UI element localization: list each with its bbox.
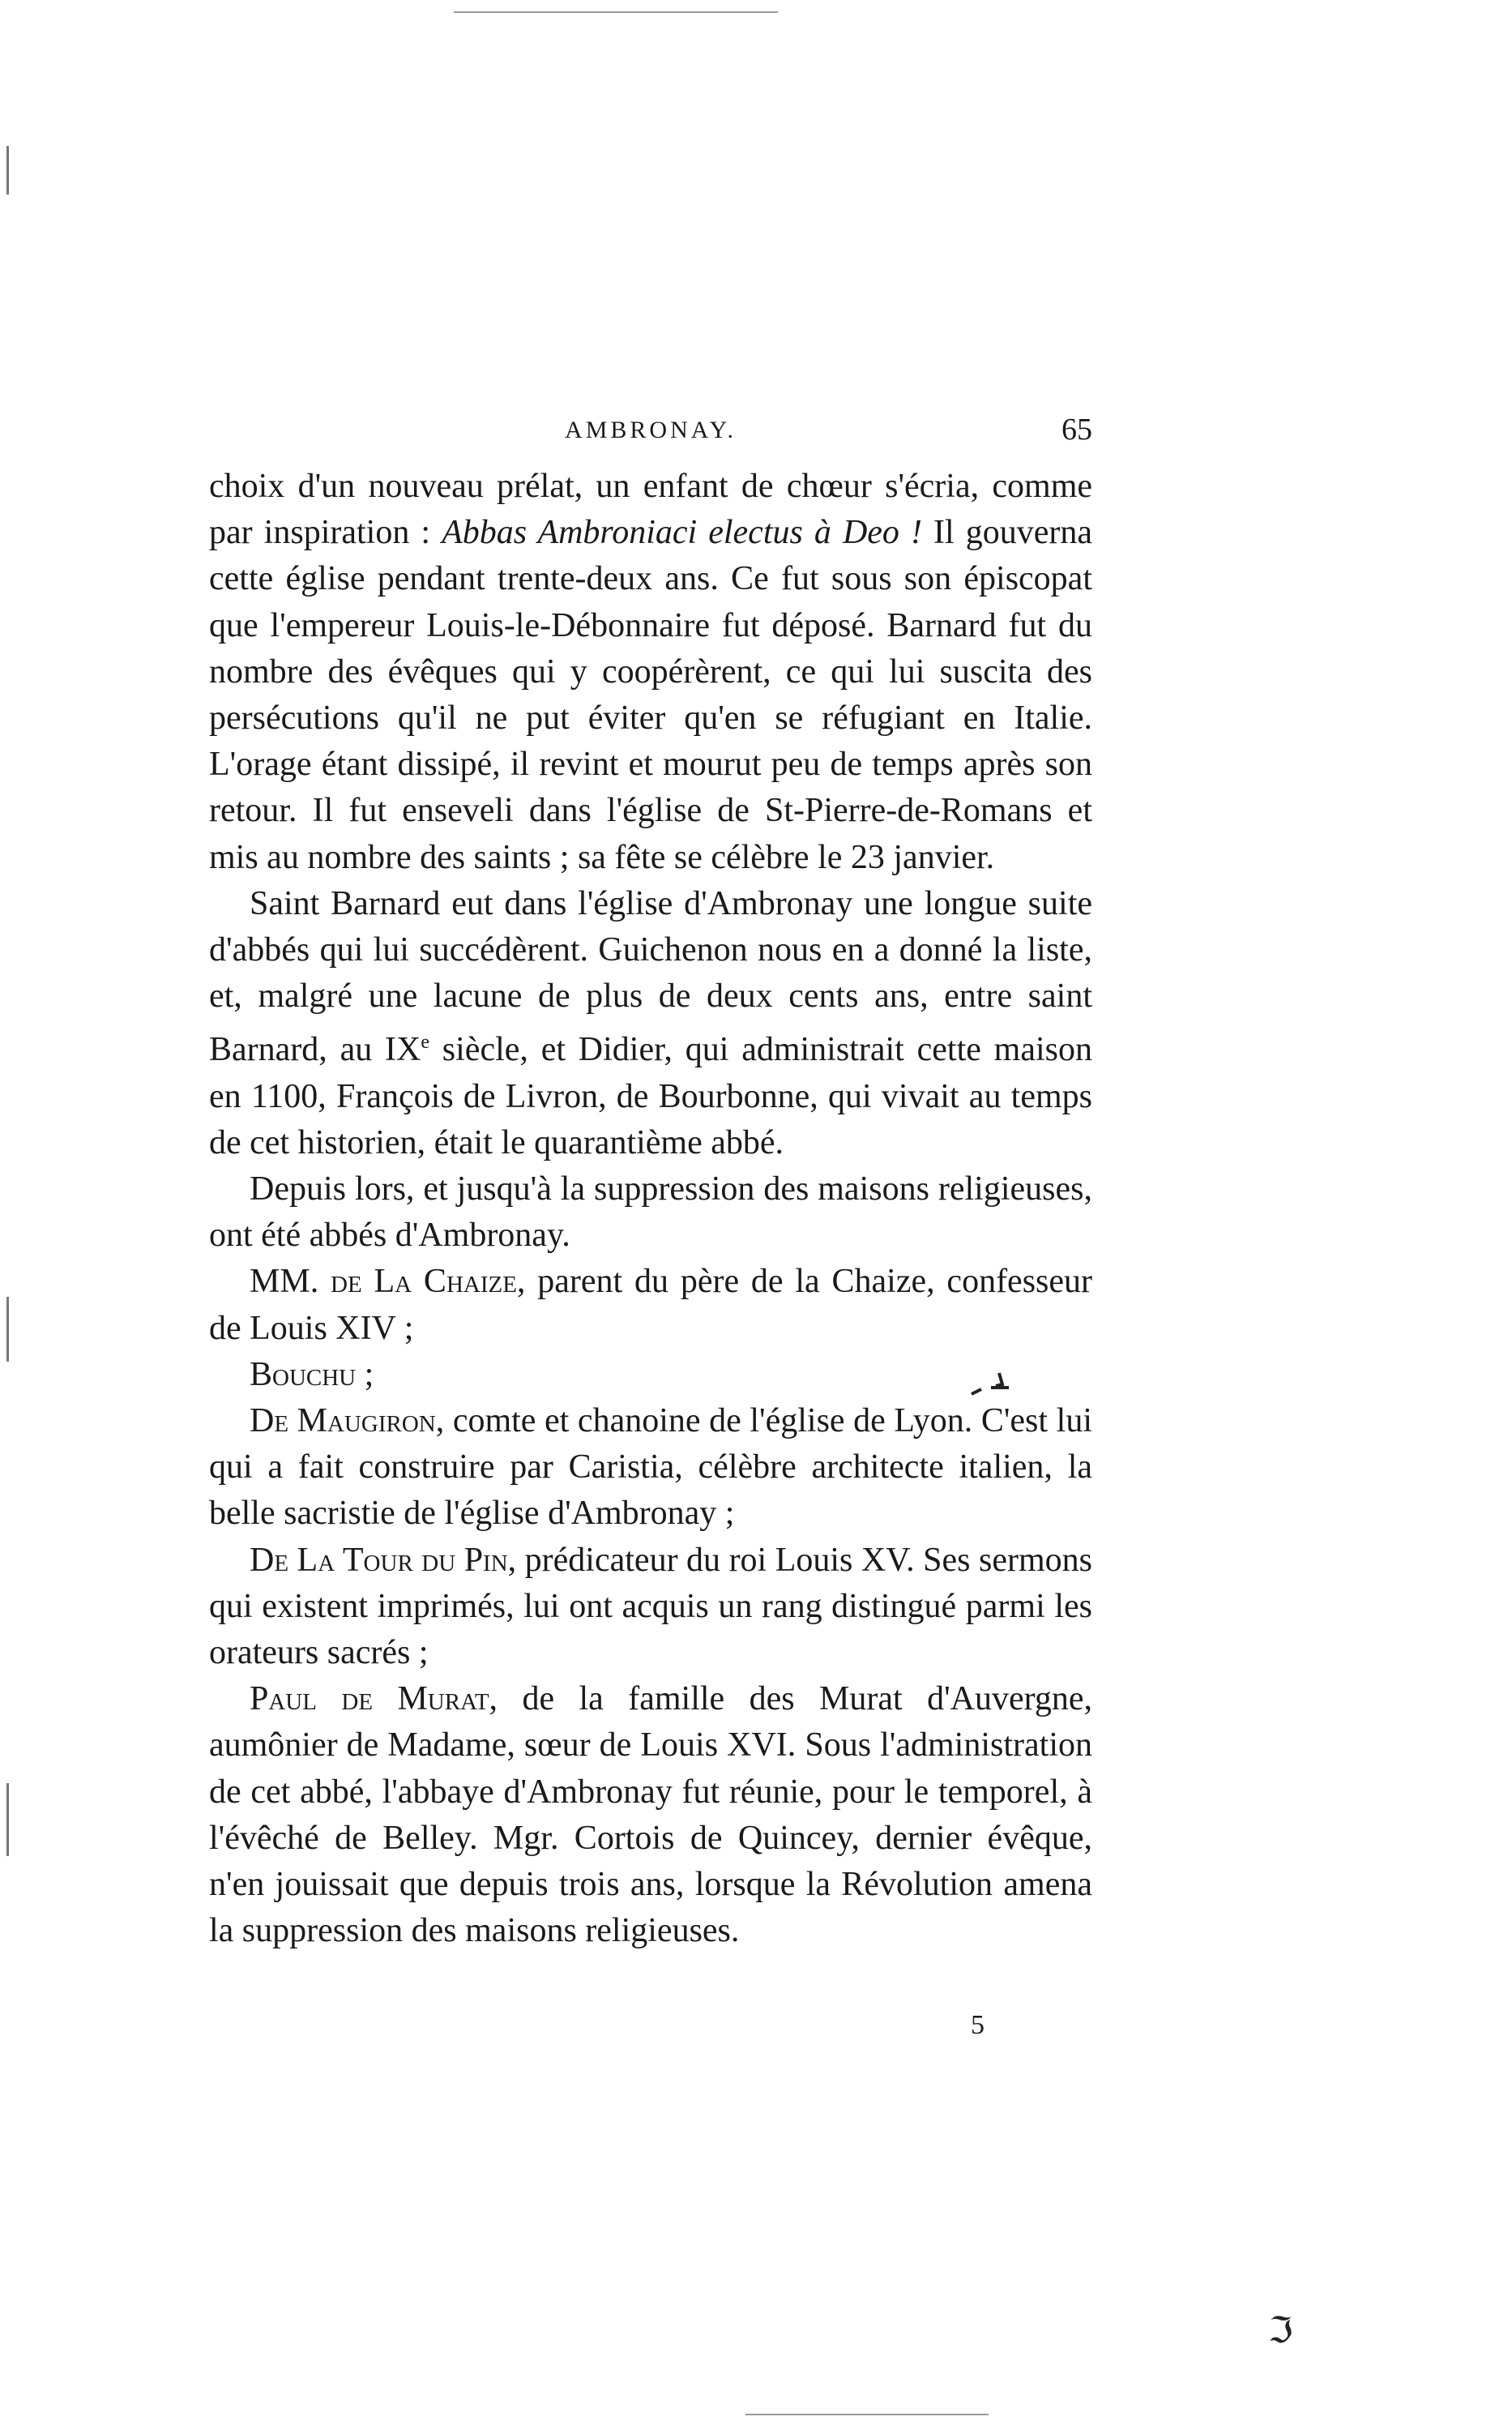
abbot-name: de La Chaize,	[331, 1263, 526, 1301]
latin-quote: Abbas Ambroniaci electus à Deo !	[442, 514, 922, 552]
pen-mark-icon	[967, 1370, 1015, 1402]
body-text	[209, 464, 1092, 1955]
paragraph-text: Saint Barnard eut dans l'église d'Ambronay une longue suite d'abbés qui lui succédèrent. Guichenon nous en a donné la liste, et, malgré une lacune de plus de deux cents ans, entre saint Barnard, au IX	[209, 884, 1092, 1069]
running-title: AMBRONAY.	[565, 417, 737, 443]
scan-artifact-left-margin	[6, 1297, 9, 1362]
abbot-entry	[209, 1352, 1092, 1398]
abbot-prefix: MM.	[250, 1263, 319, 1301]
scan-artifact-left-margin	[6, 1783, 9, 1856]
abbot-description: de la famille des Murat d'Auvergne, aumônier de Madame, sœur de Louis XVI. Sous l'administration de cet abbé, l'abbaye d'Ambronay fut réunie, pour le temporel, à l'évêché de Belley. Mgr. Cortois de Quincey, dernier évêque, n'en jouissait que depuis trois ans, lorsque la Révolution amena la suppression des maisons religieuses.	[209, 1680, 1092, 1950]
paragraph	[209, 881, 1092, 1166]
running-head	[209, 412, 1092, 452]
abbot-description: prédicateur du roi Louis XV. Ses sermons qui existent imprimés, lui ont acquis un rang distingué parmi les orateurs sacrés ;	[209, 1541, 1093, 1672]
paragraph	[209, 464, 1092, 881]
abbot-entry	[209, 1676, 1092, 1954]
signature-mark: 5	[971, 2010, 985, 2040]
abbot-name: De Maugiron,	[250, 1402, 445, 1440]
abbot-name: De La Tour du Pin,	[250, 1541, 517, 1579]
scan-artifact-left-margin	[6, 146, 9, 195]
paragraph	[209, 1166, 1092, 1259]
paragraph-text: Il gouverna cette église pendant trente-deux ans. Ce fut sous son épiscopat que l'empereur Louis-le-Débonnaire fut déposé. Barnard fut du nombre des évêques qui y coopérèrent, ce qui lui suscita des persécutions qu'il ne put éviter qu'en se réfugiant en Italie. L'orage étant dissipé, il revint et mourut peu de temps après son retour. Il fut enseveli dans l'église de St-Pierre-de-Romans et mis au nombre des saints ; sa fête se célèbre le 23 janvier.	[209, 514, 1093, 876]
scan-artifact-top	[454, 11, 778, 13]
abbot-name: Bouchu	[250, 1355, 357, 1393]
abbot-name: Paul de Murat,	[250, 1680, 498, 1718]
paragraph-text: choix d'un nouveau prélat, un enfant de chœur s'écria, comme par inspiration :	[209, 468, 1092, 552]
scan-artifact-bottom	[745, 2414, 989, 2415]
superscript: e	[421, 1032, 429, 1054]
abbot-description: ;	[364, 1355, 374, 1393]
abbot-entry	[209, 1538, 1092, 1677]
abbot-description: parent du père de la Chaize, confesseur de Louis XIV ;	[209, 1263, 1093, 1347]
paragraph-text: Depuis lors, et jusqu'à la suppression des maisons religieuses, ont été abbés d'Ambronay.	[209, 1170, 1092, 1255]
margin-mark: ℑ	[1268, 2311, 1293, 2350]
paragraph-text: siècle, et Didier, qui administrait cette maison en 1100, François de Livron, de Bourbonne, qui vivait au temps de cet historien, était le quarantième abbé.	[209, 1031, 1093, 1161]
abbot-entry	[209, 1398, 1092, 1538]
page-number: 65	[1061, 413, 1092, 447]
abbot-entry	[209, 1259, 1092, 1351]
abbot-description: comte et chanoine de l'église de Lyon. C'est lui qui a fait construire par Caristia, célèbre architecte italien, la belle sacristie de l'église d'Ambronay ;	[209, 1402, 1092, 1533]
